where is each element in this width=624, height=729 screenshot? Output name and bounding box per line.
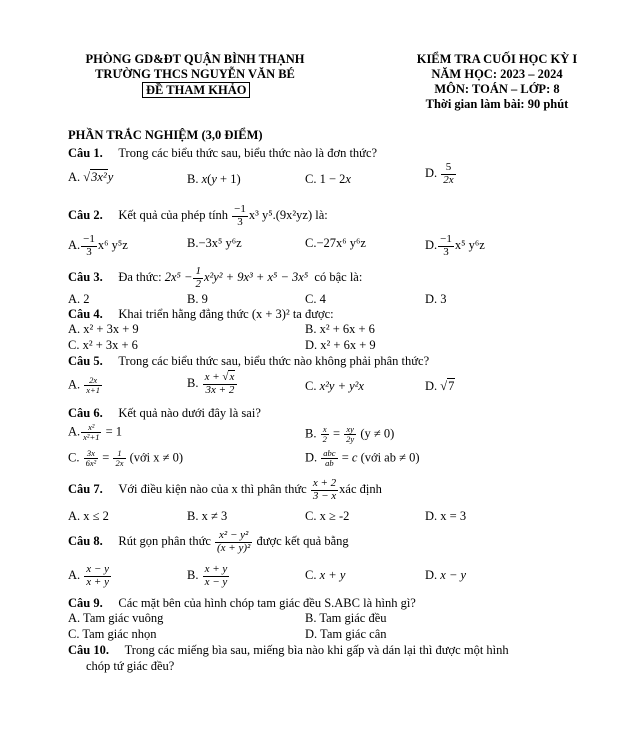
q6-option-b: B. $\frac{x}{2}$ = $\frac{xy}{2y}$ (y ≠ 0): [305, 424, 395, 444]
q4-option-d: D. x² + 6x + 9: [305, 338, 376, 352]
q9-option-d: D. Tam giác cân: [305, 627, 387, 641]
q6-option-a: A. $\frac{\text{x²}}{\text{x²+1}}$ = 1: [68, 422, 123, 442]
q3-option-c: C. 4: [305, 292, 326, 306]
question-6: Câu 6. Kết quả nào dưới đây là sai?: [68, 406, 261, 420]
q2-option-a: A. $\frac{-1}{3}$ x⁶ y⁵z: [68, 233, 128, 258]
question-1: Câu 1. Trong các biểu thức sau, biểu thức nào là đơn thức?: [68, 146, 378, 160]
exam-type: ĐỀ THAM KHẢO: [142, 82, 250, 98]
q4-option-c: C. x² + 3x + 6: [68, 338, 138, 352]
q2-option-c: C.−27x⁶ y⁶z: [305, 236, 366, 250]
exam-title: KIỂM TRA CUỐI HỌC KỲ I: [416, 52, 578, 66]
q1-option-b: B. x(y + 1): [187, 172, 241, 186]
question-4: Câu 4. Khai triển hằng đẳng thức (x + 3)² ta được:: [68, 307, 334, 321]
question-5: Câu 5. Trong các biểu thức sau, biểu thức nào không phải phân thức?: [68, 354, 430, 368]
subject: MÔN: TOÁN – LỚP: 8: [434, 82, 560, 96]
q3-option-a: A. 2: [68, 292, 90, 306]
q5-option-d: D. √7: [425, 379, 455, 393]
q9-option-a: A. Tam giác vuông: [68, 611, 164, 625]
duration: Thời gian làm bài: 90 phút: [425, 97, 569, 111]
question-7: Câu 7. Với điều kiện nào của x thì phân thức $\frac{x + 2}{3 - x}$ xác định: [68, 477, 382, 502]
q8-option-d: D. x − y: [425, 568, 467, 582]
question-10-cont: chóp tứ giác đều?: [86, 659, 175, 673]
q7-option-b: B. x ≠ 3: [187, 509, 228, 523]
q5-option-b: B. $\frac{x + √x}{3x + 2}$: [187, 372, 238, 396]
q6-option-d: D. $\frac{\text{abc}}{ab}$ = c (với ab ≠ 0): [305, 448, 420, 468]
q2-option-d: D. $\frac{-1}{3}$ x⁵ y⁶z: [425, 233, 485, 258]
q9-option-c: C. Tam giác nhọn: [68, 627, 157, 641]
q7-option-c: C. x ≥ -2: [305, 509, 350, 523]
q8-option-b: B. $\frac{x + y}{x - y}$: [187, 563, 228, 588]
question-2: Câu 2. Kết quả của phép tính $\frac{-1}{3}$ x³ y⁵.(9x²yz) là:: [68, 203, 328, 228]
question-10: Câu 10. Trong các miếng bìa sau, miếng bìa nào khi gấp và dán lại thì được một hình: [68, 643, 509, 657]
q6-option-c: C. $\frac{3x}{\text{6x²}}$ = $\frac{1}{2x}$ (với x ≠ 0): [68, 448, 184, 468]
section-title: PHẦN TRẮC NGHIỆM (3,0 ĐIỂM): [68, 128, 263, 142]
q3-option-b: B. 9: [187, 292, 208, 306]
q5-option-a: A. $\frac{2x}{x+1}$: [68, 375, 101, 395]
q2-option-b: B.−3x⁵ y⁶z: [187, 236, 242, 250]
question-3: Câu 3. Đa thức: 2x⁵ − $\frac{1}{2}$ x²y² + 9x³ + x⁵ − 3x⁵ có bậc là:: [68, 265, 363, 290]
q4-option-a: A. x² + 3x + 9: [68, 322, 139, 336]
q7-option-d: D. x = 3: [425, 509, 467, 523]
q3-option-d: D. 3: [425, 292, 447, 306]
q1-option-d: D. $\frac{5}{2x}$: [425, 161, 454, 186]
question-8: Câu 8. Rút gọn phân thức $\frac{\text{x² − y²}}{\text{(x + y)²}}$ được kết quả bằng: [68, 529, 349, 554]
q1-option-c: C. 1 − 2x: [305, 172, 351, 186]
q1-option-a: A. √3x²y: [68, 170, 114, 184]
q8-option-a: A. $\frac{x - y}{x + y}$: [68, 563, 109, 588]
dept-name: PHÒNG GD&ĐT QUẬN BÌNH THẠNH: [85, 52, 305, 66]
school-year: NĂM HỌC: 2023 – 2024: [431, 67, 563, 81]
school-name: TRƯỜNG THCS NGUYỄN VĂN BÉ: [95, 67, 295, 81]
q7-option-a: A. x ≤ 2: [68, 509, 109, 523]
q9-option-b: B. Tam giác đều: [305, 611, 387, 625]
question-9: Câu 9. Các mặt bên của hình chóp tam giác đều S.ABC là hình gì?: [68, 596, 416, 610]
q5-option-c: C. x²y + y²x: [305, 379, 364, 393]
q4-option-b: B. x² + 6x + 6: [305, 322, 375, 336]
q8-option-c: C. x + y: [305, 568, 346, 582]
